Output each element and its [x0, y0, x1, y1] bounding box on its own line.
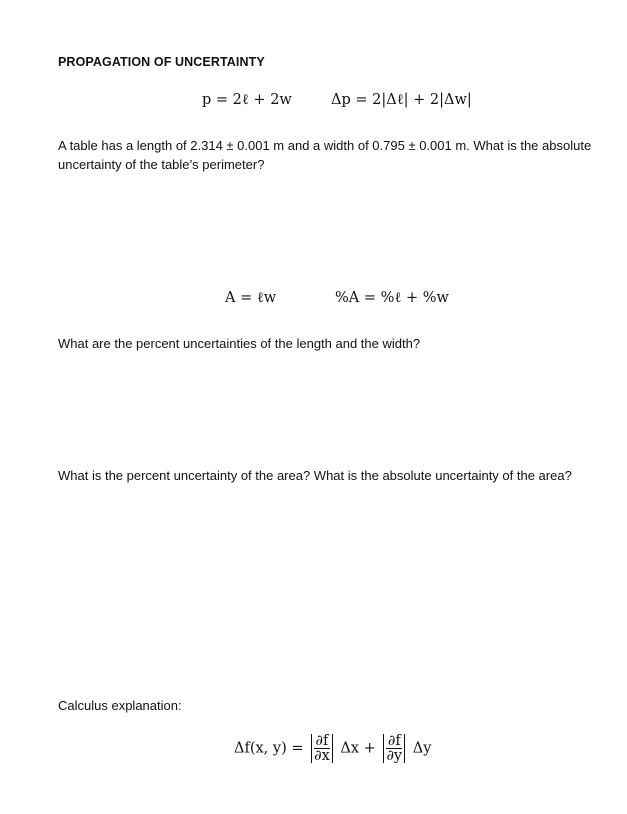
question-percent-area: What is the percent uncertainty of the area? What is the absolute uncertainty of the area? [58, 468, 572, 483]
question-percent-length-width: What are the percent uncertainties of the length and the width? [58, 336, 421, 351]
partial-x: ∂x [314, 748, 330, 764]
area-percent-formula: %A = %ℓ + %w [335, 290, 449, 306]
calculus-label: Calculus explanation: [58, 698, 182, 713]
page-title: PROPAGATION OF UNCERTAINTY [58, 55, 265, 69]
question-perimeter: A table has a length of 2.314 ± 0.001 m and a width of 0.795 ± 0.001 m. What is the absolute uncertainty of the table’s perimeter? [58, 138, 592, 172]
calculus-lhs: Δf(x, y) = [234, 740, 304, 757]
partial-fraction-y [383, 734, 405, 763]
perimeter-formula: p = 2ℓ + 2w [202, 92, 292, 108]
delta-x-term: Δx + [340, 740, 376, 757]
partial-fraction-x [311, 734, 333, 763]
calculus-formula [234, 734, 431, 763]
delta-y-term: Δy [412, 740, 432, 757]
partial-f-y: ∂f [387, 733, 401, 749]
partial-y: ∂y [386, 748, 403, 764]
perimeter-uncertainty-formula: Δp = 2|Δℓ| + 2|Δw| [331, 92, 472, 108]
area-formula: A = ℓw [225, 290, 277, 306]
partial-f-x: ∂f [315, 733, 329, 749]
